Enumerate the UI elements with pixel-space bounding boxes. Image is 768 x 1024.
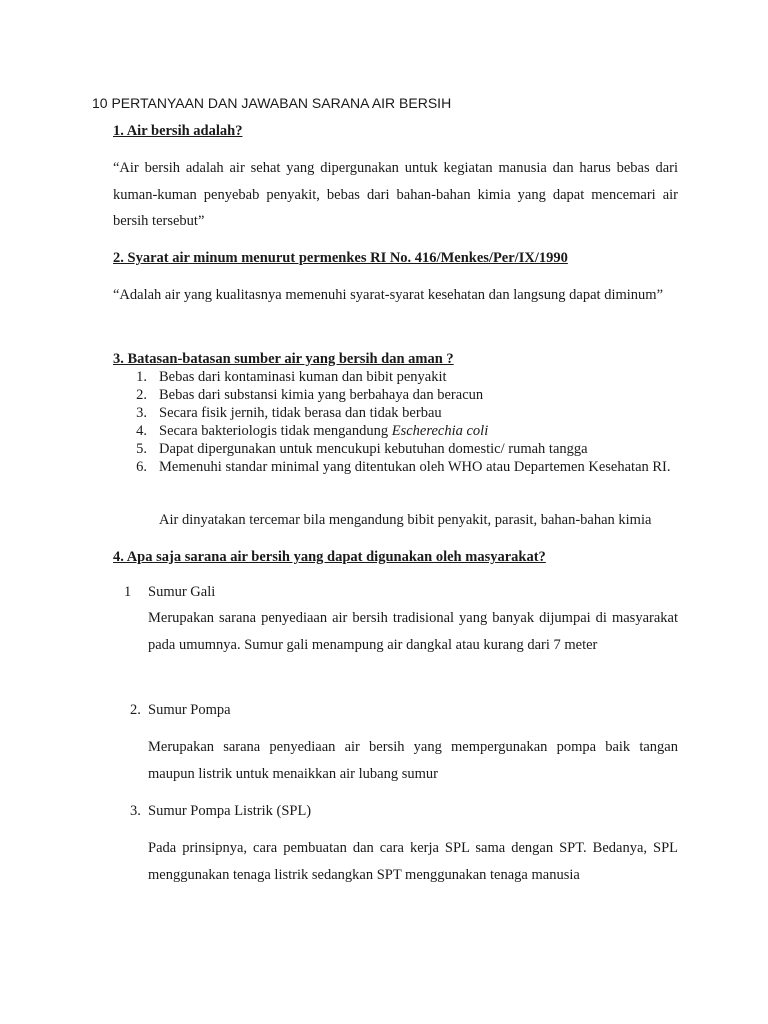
list-item-number: 4. <box>136 423 147 439</box>
list-item-number: 5. <box>136 441 147 457</box>
list-item-text-italic: Escherechia coli <box>391 423 489 439</box>
list-item-text: Secara fisik jernih, tidak berasa dan tidak berbau <box>159 405 442 421</box>
list-item-number: 3. <box>136 405 147 421</box>
list-item-text-plain: Secara bakteriologis tidak mengandung <box>159 423 392 439</box>
facility-number: 1 <box>124 584 132 600</box>
list-item-text: Bebas dari substansi kimia yang berbahaya dan beracun <box>159 387 484 403</box>
list-item-text: Dapat dipergunakan untuk mencukupi kebutuhan domestic/ rumah tangga <box>159 441 588 457</box>
list-item-number: 6. <box>136 459 147 475</box>
facility-number: 3. <box>130 803 141 819</box>
list-item-text <box>159 423 488 440</box>
document-title: 10 PERTANYAAN DAN JAWABAN SARANA AIR BERSIH <box>92 95 452 111</box>
question-3-heading: 3. Batasan-batasan sumber air yang bersih dan aman ? <box>113 351 454 367</box>
facility-title: Sumur Pompa Listrik (SPL) <box>148 803 312 819</box>
question-1-answer: “Air bersih adalah air sehat yang dipergunakan untuk kegiatan manusia dan harus bebas dari kuman-kuman penyebab penyakit, bebas dari bahan-bahan kimia yang dapat mencemari air bersih tersebut” <box>113 160 678 229</box>
list-item-text: Bebas dari kontaminasi kuman dan bibit penyakit <box>159 369 447 385</box>
list-item-text: Memenuhi standar minimal yang ditentukan oleh WHO atau Departemen Kesehatan RI. <box>159 459 671 475</box>
list-item-number: 2. <box>136 387 147 403</box>
facility-description: Pada prinsipnya, cara pembuatan dan cara kerja SPL sama dengan SPT. Bedanya, SPL menggunakan tenaga listrik sedangkan SPT menggunakan tenaga manusia <box>148 840 678 883</box>
list-item-number: 1. <box>136 369 147 385</box>
facility-description: Merupakan sarana penyediaan air bersih yang mempergunakan pompa baik tangan maupun listrik untuk menaikkan air lubang sumur <box>148 739 678 782</box>
facility-number: 2. <box>130 702 141 718</box>
question-2-heading: 2. Syarat air minum menurut permenkes RI No. 416/Menkes/Per/IX/1990 <box>113 250 568 266</box>
question-4-heading: 4. Apa saja sarana air bersih yang dapat digunakan oleh masyarakat? <box>113 549 546 565</box>
facility-description: Merupakan sarana penyediaan air bersih tradisional yang banyak dijumpai di masyarakat pada umumnya. Sumur gali menampung air dangkal atau kurang dari 7 meter <box>148 610 678 653</box>
question-3-note: Air dinyatakan tercemar bila mengandung bibit penyakit, parasit, bahan-bahan kimia <box>159 512 652 528</box>
facility-title: Sumur Pompa <box>148 702 231 718</box>
question-1-heading: 1. Air bersih adalah? <box>113 123 243 139</box>
facility-title: Sumur Gali <box>148 584 216 600</box>
question-2-answer: “Adalah air yang kualitasnya memenuhi syarat-syarat kesehatan dan langsung dapat diminum” <box>113 287 664 303</box>
